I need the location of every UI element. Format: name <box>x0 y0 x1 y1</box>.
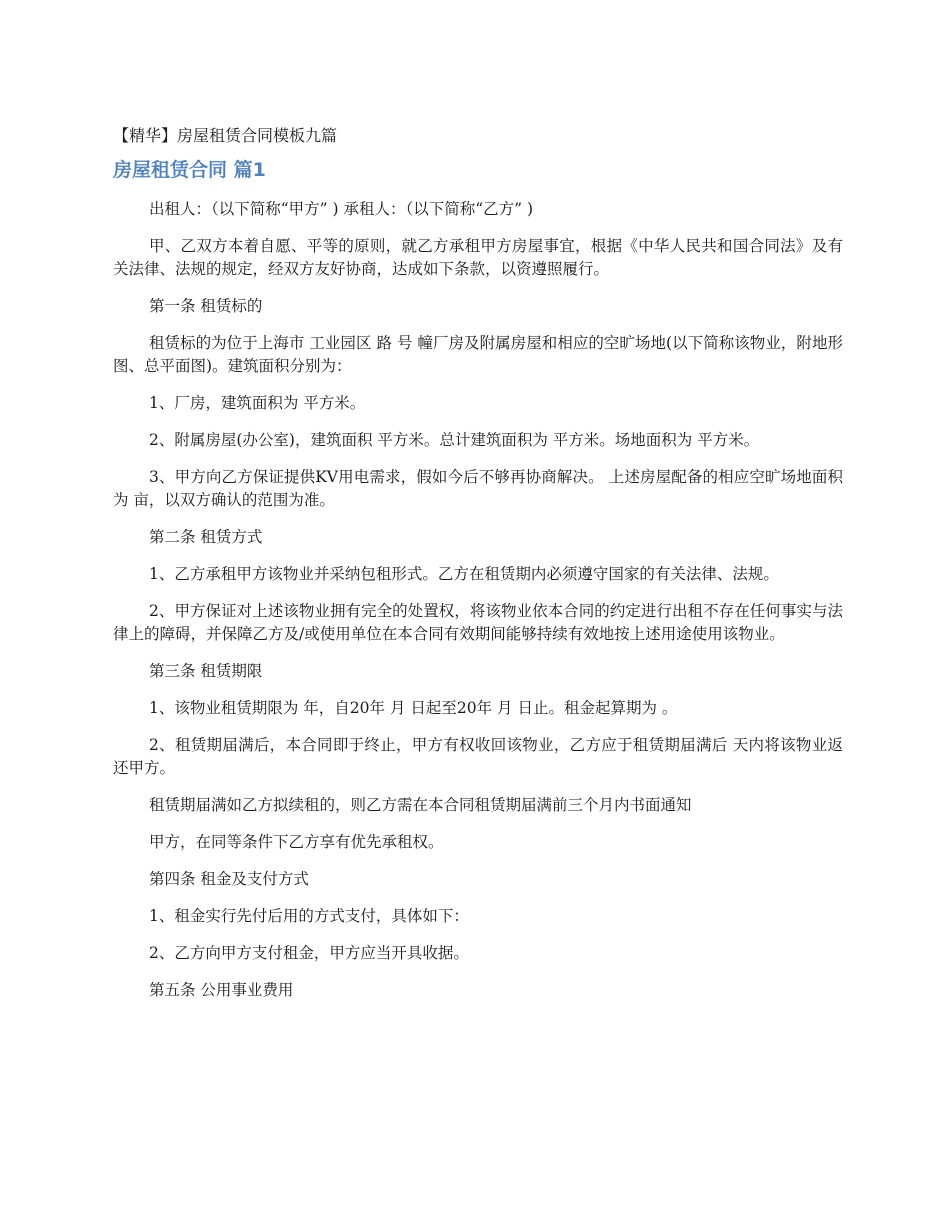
paragraph-term-1: 1、该物业租赁期限为 年，自20年 月 日起至20年 月 日止。租金起算期为 。 <box>149 699 678 717</box>
article-3-heading: 第三条 租赁期限 <box>149 662 263 680</box>
article-1-heading: 第一条 租赁标的 <box>149 297 263 315</box>
paragraph-lease-object: 租赁标的为位于上海市 工业园区 路 号 幢厂房及附属房屋和相应的空旷场地(以下简称该物业，附地形图、总平面图)。建筑面积分别为： <box>113 334 843 375</box>
article-5-heading: 第五条 公用事业费用 <box>149 981 294 999</box>
document-title: 【精华】房屋租赁合同模板九篇 <box>113 126 338 145</box>
article-2-heading: 第二条 租赁方式 <box>149 528 263 546</box>
article-4-heading: 第四条 租金及支付方式 <box>149 870 309 888</box>
section-heading: 房屋租赁合同 篇1 <box>113 159 266 181</box>
paragraph-preamble: 甲、乙双方本着自愿、平等的原则，就乙方承租甲方房屋事宜，根据《中华人民共和国合同法》及有关法律、法规的规定，经双方友好协商，达成如下条款，以资遵照履行。 <box>113 237 843 278</box>
paragraph-renewal-2: 甲方，在同等条件下乙方享有优先承租权。 <box>149 833 444 851</box>
paragraph-lease-method-2: 2、甲方保证对上述该物业拥有完全的处置权，将该物业依本合同的约定进行出租不存在任何事实与法律上的障碍，并保障乙方及/或使用单位在本合同有效期间能够持续有效地按上述用途使用该物业。 <box>113 602 843 643</box>
paragraph-item-3: 3、甲方向乙方保证提供KV用电需求，假如今后不够再协商解决。 上述房屋配备的相应空旷场地面积为 亩，以双方确认的范围为准。 <box>113 468 843 509</box>
document-page <box>113 124 843 1016</box>
paragraph-term-2: 2、租赁期届满后，本合同即于终止，甲方有权收回该物业，乙方应于租赁期届满后 天内将该物业返还甲方。 <box>113 736 843 777</box>
paragraph-rent-1: 1、租金实行先付后用的方式支付，具体如下： <box>149 907 469 925</box>
paragraph-item-2: 2、附属房屋(办公室)，建筑面积 平方米。总计建筑面积为 平方米。场地面积为 平方米。 <box>149 431 760 449</box>
paragraph-renewal-1: 租赁期届满如乙方拟续租的，则乙方需在本合同租赁期届满前三个月内书面通知 <box>149 796 692 814</box>
paragraph-item-1: 1、厂房，建筑面积为 平方米。 <box>149 394 366 412</box>
paragraph-parties: 出租人：（以下简称“甲方” ) 承租人：（以下简称“乙方” ) <box>149 200 534 218</box>
paragraph-lease-method-1: 1、乙方承租甲方该物业并采纳包租形式。乙方在租赁期内必须遵守国家的有关法律、法规。 <box>149 565 779 583</box>
paragraph-rent-2: 2、乙方向甲方支付租金，甲方应当开具收据。 <box>149 944 469 962</box>
